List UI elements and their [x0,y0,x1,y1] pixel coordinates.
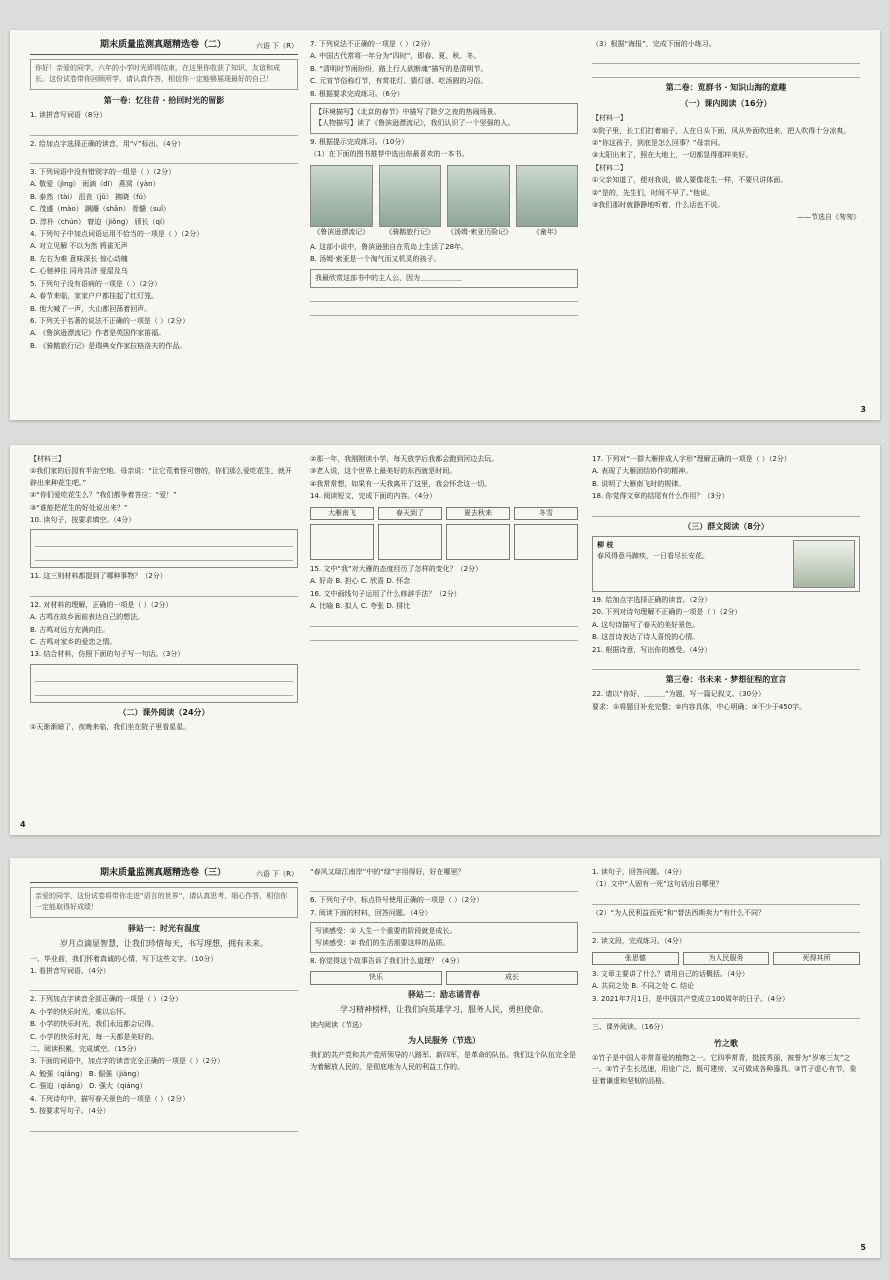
tag: 成长 [446,971,578,984]
flow-step: 冬雪 [514,507,578,520]
answer-line[interactable] [592,67,860,78]
answer-line[interactable] [30,586,298,597]
option: B. 他大喊了一声，大山都回荡着回声。 [30,304,152,313]
question: 13. 结合材料，仿照下面的句子写一句话。（3分） [30,650,185,659]
reading-title: 为人民服务（节选） [408,1036,480,1046]
option: A. 这部小说中，鲁滨逊独自在荒岛上生活了28年。 [310,243,469,252]
book-cover-3[interactable] [447,165,513,238]
question: 一、毕业前，我们怀着真诚的心情，写下这些文字。（10分） [30,954,218,963]
answer-line[interactable] [310,305,578,316]
writing-box[interactable] [30,664,298,703]
page2-column-3 [592,453,860,827]
book-image [310,165,373,227]
question: 1. 读句子，回答问题。（4分） [592,868,686,876]
poem-box [592,536,860,592]
option: C. 强迫（qiǎng） D. 强大（qiáng） [30,1082,147,1091]
flow-blank[interactable] [378,524,442,560]
page2-column-1 [30,453,298,827]
material-label: 【材料一】 [592,114,627,123]
exam-page-2 [10,445,880,835]
material-line: 【人物描写】读了《鲁滨逊漂流记》，我们认识了一个坚强的人。 [315,119,515,128]
page1-column-3 [592,38,860,412]
answer-line[interactable] [592,506,860,517]
page3-column-1 [30,866,298,1250]
question: （2）“为人民利益而死”和“替法西斯卖力”有什么不同？ [592,908,765,917]
section-motto: 学习精神榜样，让我们向英雄学习，服务人民，勇担使命。 [340,1005,548,1015]
book-covers [310,165,578,238]
question: （1）文中“人固有一死”这句话出自哪里？ [592,880,723,889]
question: 21. 根据诗意，写出你的感受。（4分） [592,645,712,654]
exam-title: 期末质量监测真题精选卷（三） [100,868,227,878]
option: A. 敬爱（jìng） 雨滴（dī） 燕窝（yàn） [30,180,160,189]
question: 8. 你觉得这个故事告诉了我们什么道理？（4分） [310,957,464,966]
paragraph: ③“谁能把花生的好处说出来？” [30,503,128,512]
section-heading: 驿站一：时光有温度 [128,923,200,933]
paragraph: ①院子里，长工们打着扇子，人在日头下面，风从外面吹进来，把人吹得十分凉爽。 [592,126,851,135]
page1-column-2 [310,38,578,412]
book-title: 《鲁滨逊漂流记》 [313,227,370,236]
question: 19. 给加点字选择正确的读音。（2分） [592,596,712,605]
option: A. 中国古代常将一年分为“四时”，即春、夏、秋、冬。 [310,52,481,61]
page3-column-2 [310,866,578,1250]
question: 4. 下列诗句中，描写春天景色的一项是（ ）（2分） [30,1094,190,1103]
question: 2. 下列加点字读音全部正确的一项是（ ）（2分） [30,995,183,1004]
answer-line[interactable] [35,536,293,547]
option: B. 说明了大雁南飞时的规律。 [592,479,686,488]
question: 14. 阅读短文，完成下面的内容。（4分） [310,492,437,501]
question: 三、课外阅读。（16分） [592,1023,668,1032]
answer-line[interactable] [35,685,293,696]
section-heading: 第二卷：览群书 · 知识山海的意趣 [665,83,787,93]
question: 2. 读文段，完成练习。（4分） [592,937,686,946]
paragraph: ③我们那时就静静地听着，什么话也不说。 [592,201,725,210]
question: 7. 阅读下面的材料，回答问题。（4分） [310,908,432,917]
option: D. 淳朴（chún） 窘迫（jiǒng） 颀长（qí） [30,217,169,226]
question: 6. 下列句子中，标点符号使用正确的一项是（ ）（2分） [310,896,484,905]
option: B. 左右为难 意味深长 惊心动魄 [30,254,128,263]
answer-line[interactable] [592,922,860,933]
question: 8. 根据要求完成练习。（6分） [310,89,404,98]
option: C. 元宵节俗称灯节，有赏花灯、猜灯谜、吃汤圆的习俗。 [310,77,488,86]
page-number: 4 [20,820,26,829]
question: 18. 你觉得文章的结尾有什么作用？（3分） [592,492,729,501]
exam-header [30,866,298,883]
reading-label: 读内阅读（节选） [310,1020,366,1029]
poem-title: 柳 枝 [597,541,614,550]
question: 5. 按要求写句子。（4分） [30,1107,110,1116]
subsection-heading: （一）课内阅读（16分） [680,98,772,108]
answer-line[interactable] [30,1121,298,1132]
book-image [516,165,579,227]
material-label: 【材料二】 [592,163,627,172]
section-heading: 第三卷：书未来 · 梦想征程的宣言 [665,675,787,685]
question: 5. 下列句子没有语病的一项是（ ）（2分） [30,279,162,288]
flow-blank[interactable] [514,524,578,560]
question: （3）根据“海报”，完成下面的小练习。 [592,40,716,48]
question: 1. 看拼音写词语。（4分） [30,967,110,976]
option: A. 这句诗描写了春天的美好景色。 [592,620,700,629]
paragraph: “春风又绿江南岸”中的“绿”字用得好，好在哪里？ [310,868,465,876]
page2-column-2 [310,453,578,827]
book-title: 《汤姆·索亚历险记》 [447,227,513,236]
flow-step: 大雁南飞 [310,507,374,520]
question: （1）在下面的图书推荐中选出你最喜欢的一本书。 [310,150,469,159]
question: 15. 文中“我”对大雁的态度经历了怎样的变化？（2分） [310,565,483,574]
option: A. 比喻 B. 拟人 C. 夸张 D. 排比 [310,602,411,611]
grade-label: 六语 下（R） [255,42,298,50]
question: 二、阅读积累，完成填空。（15分） [30,1045,141,1054]
answer-line[interactable] [310,881,578,892]
table-row: 写读感受：② 我们的生活需要这样的品质。 [315,938,450,947]
paragraph: ③太阳出来了，照在大地上，一切都显得那样美好。 [592,151,753,160]
section-heading: 驿站二：励志诵青春 [408,989,480,999]
answer-line[interactable] [592,659,860,670]
intro-note: 你好！亲爱的同学，六年的小学时光即将结束，在这里你收获了知识、友谊和成长。这份试卷带你回顾所学，请认真作答，相信你一定能够展现最好的自己！ [30,59,298,90]
section-heading: 第一卷：忆往昔 · 拾回时光的留影 [103,95,225,105]
paragraph: ③老人说，这个世界上最美好的东西就是时间。 [310,467,457,476]
answer-line[interactable] [310,616,578,627]
option: A. 《鲁滨逊漂流记》作者是英国作家笛福。 [30,329,166,338]
subsection-heading: （三）群文阅读（8分） [683,521,769,531]
exam-title: 期末质量监测真题精选卷（二） [100,40,227,50]
option: B. 古鸣对远方充满向往。 [30,625,110,634]
option: A. 好奇 B. 担心 C. 欣喜 D. 怀念 [310,577,411,586]
willow-illustration [793,540,855,588]
answer-line[interactable] [592,1008,860,1019]
option: C. 茂盛（mào） 蹒跚（shān） 骨髓（suǐ） [30,205,171,214]
reading-table [310,922,578,953]
exam-page-3 [10,858,880,1258]
page-number: 3 [860,405,866,414]
source-attribution: ——节选自《匆匆》 [797,213,860,222]
material-box [310,103,578,134]
option: B. 这首诗表达了诗人喜悦的心情。 [592,633,700,642]
subsection-heading: （二）课外阅读（24分） [118,707,210,717]
section-motto: 岁月点滴显智慧，让我们珍惜每天，书写理想，拥有未来。 [60,939,268,949]
answer-line[interactable] [30,153,298,164]
question: 3. 下面的词语中，加点字的读音完全正确的一项是（ ）（2分） [30,1057,225,1066]
book-image [447,165,510,227]
flow-blank[interactable] [310,524,374,560]
requirement: 要求：①将题目补充完整；②内容具体，中心明确；③不少于450字。 [592,702,807,711]
question: 1. 读拼音写词语（8分） [30,111,107,120]
reading-text: 我们的共产党和共产党所领导的八路军、新四军，是革命的队伍。我们这个队伍完全是为着解放人民的，是彻底地为人民的利益工作的。 [310,1051,576,1071]
answer-line[interactable] [310,291,578,302]
question: 17. 下列对“一群大雁排成人字形”理解正确的一项是（ ）（2分） [592,455,791,463]
intro-note: 亲爱的同学，这份试卷将带你走进“语言的世界”，请认真思考，细心作答，相信你一定能取得好成绩！ [30,887,298,918]
question: 16. 文中画线句子运用了什么修辞手法？（2分） [310,589,461,598]
option: A. 勉强（qiǎng） B. 倔强（jiàng） [30,1069,144,1078]
tag: 快乐 [310,971,442,984]
option: C. 小学的快乐时光，每一天都是美好的。 [30,1032,159,1041]
option: A. 小学的快乐时光，难以忘怀。 [30,1007,131,1016]
poem-text: 春风得意马蹄疾，一日看尽长安花。 [597,552,709,561]
option: A. 古鸣在故乡面前表达自己的想法。 [30,613,145,622]
fill-box[interactable] [30,529,298,568]
material-label: 【材料三】 [30,455,65,463]
book-title: 《骑鹅旅行记》 [385,227,435,236]
grade-label: 六语 下（R） [255,870,298,878]
table-row: 写读感受：① 人生一个重要的阶段就是成长。 [315,927,457,936]
exam-header [30,38,298,55]
question: 4. 下列句子中加点词语运用不恰当的一项是（ ）（2分） [30,230,204,239]
option: A. 共同之处 B. 不同之处 C. 结论 [592,982,695,991]
page3-column-3 [592,866,860,1250]
paragraph: ②“你这孩子，到底是怎么回事？”母亲问。 [592,139,725,148]
paragraph: ②那一年，我刚刚读小学，每天放学后我都会跑到河边去玩。 [310,455,499,463]
flow-step: 为人民服务 [683,952,770,965]
question: 12. 对材料的理解，正确的一项是（ ）（2分） [30,600,173,609]
flow-diagram [592,952,860,965]
page1-column-1 [30,38,298,412]
paragraph: ②“你们爱吃花生么？”我们都争着答应：“爱！” [30,491,177,500]
option: C. 心驰神往 同舟共济 爱屋及乌 [30,267,128,276]
option: B. “清明时节雨纷纷，路上行人欲断魂”描写的是清明节。 [310,64,488,73]
answer-line[interactable] [35,550,293,561]
question: 22. 请以“你好，＿＿＿”为题，写一篇记叙文。（30分） [592,690,766,699]
option: A. 对立见解 不以为然 鸦雀无声 [30,242,128,251]
question: 2. 给加点字选择正确的读音，用“√”标出。（4分） [30,139,185,148]
answer-line[interactable] [592,894,860,905]
flow-diagram [310,507,578,520]
answer-line[interactable] [30,980,298,991]
paragraph: ①我们家的后园有半亩空地。母亲说：“让它荒着怪可惜的，你们那么爱吃花生，就开辟出来种花生吧。” [30,467,292,487]
question: 11. 这三则材料都提到了哪种事物？（2分） [30,572,167,581]
answer-line[interactable] [30,125,298,136]
question: 10. 读句子，按要求填空。（4分） [30,516,136,525]
book-cover-2[interactable] [379,165,442,238]
question: 3. 文章主要讲了什么？请用自己的话概括。（4分） [592,970,749,979]
answer-line[interactable] [310,630,578,641]
book-title: 《童年》 [532,227,561,236]
option: C. 古鸣对家乡的爱恋之情。 [30,638,117,647]
option: A. 表现了大雁团结协作的精神。 [592,467,693,476]
paragraph: ④我常常想，如果有一天我离开了这里，我会怀念这一切。 [310,479,492,488]
flow-step: 张思德 [592,952,679,965]
flow-blank[interactable] [446,524,510,560]
flow-step: 夏去秋来 [446,507,510,520]
question: 9. 根据提示完成练习。（10分） [310,137,409,146]
question: 6. 下列关于名著的说法不正确的一项是（ ）（2分） [30,316,190,325]
material-line: 【环境描写】《北京的春节》中描写了除夕之夜的热闹场景。 [315,108,501,117]
question: 20. 下列对诗句理解不正确的一项是（ ）（2分） [592,608,742,617]
book-cover-1[interactable] [310,165,373,238]
book-cover-4[interactable] [516,165,579,238]
flow-step: 死得其所 [773,952,860,965]
option: B. 汤姆·索亚是一个淘气而又机灵的孩子。 [310,255,441,264]
flow-blanks [310,524,578,560]
speech-bubble: 我最欣赏这部书中的主人公，因为＿＿＿＿＿＿ [310,269,578,288]
paragraph: ②“是的，先生们，时间不早了。”他说。 [592,188,715,197]
tag-row [310,971,578,984]
reading-title: 竹之歌 [714,1038,738,1048]
option: A. 春节来临，家家户户都挂起了红灯笼。 [30,292,159,301]
question: 7. 下列说法不正确的一项是（ ）（2分） [310,40,435,48]
paragraph: ①天渐渐暗了，夜晚来临，我们坐在院子里看星星。 [30,723,191,732]
exam-page-1 [10,30,880,420]
book-image [379,165,442,227]
page-number: 5 [860,1243,866,1252]
reading-text: ①竹子是中国人非常喜爱的植物之一。它四季常青，挺拔秀丽，被誉为“岁寒三友”之一。②竹子生长迅速，用途广泛，既可建房，又可做成各种器具。③竹子虚心有节，象征着谦虚和坚韧的品格。 [592,1054,857,1085]
flow-step: 春天到了 [378,507,442,520]
answer-line[interactable] [35,671,293,682]
question: 3. 2021年7月1日，是中国共产党成立100周年的日子。（4分） [592,994,789,1003]
paragraph: ①父亲知道了，便对我说，做人要像花生一样，不要只讲体面。 [592,176,788,185]
option: B. 泰然（tài） 沮丧（jǔ） 拂晓（fú） [30,192,150,201]
option: B. 小学的快乐时光，我们永远都会记得。 [30,1020,159,1029]
option: B. 《骑鹅旅行记》是瑞典女作家拉格洛夫的作品。 [30,341,187,350]
question: 3. 下列词语中没有错别字的一组是（ ）（2分） [30,168,176,177]
answer-line[interactable] [592,53,860,64]
